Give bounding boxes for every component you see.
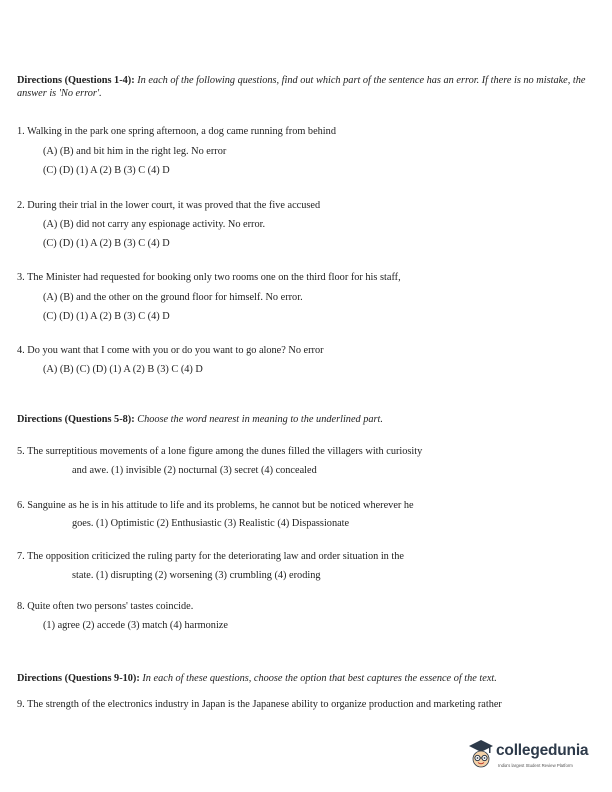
question-8-line-1: 8. Quite often two persons' tastes coincide. <box>17 601 194 612</box>
question-3-line-3: (C) (D) (1) A (2) B (3) C (4) D <box>43 311 170 322</box>
question-9-line-1: 9. The strength of the electronics industry in Japan is the Japanese ability to organize production and marketing rather <box>17 699 502 710</box>
question-7-line-1: 7. The opposition criticized the ruling party for the deteriorating law and order situation in the <box>17 551 404 562</box>
logo-wordmark: collegedunia <box>496 742 589 759</box>
directions-text: In each of these questions, choose the option that best captures the essence of the text. <box>142 673 497 684</box>
directions-5-8 <box>17 413 383 426</box>
directions-9-10 <box>17 672 497 685</box>
directions-label: Directions (Questions 9-10): <box>17 673 140 684</box>
question-5-line-1: 5. The surreptitious movements of a lone figure among the dunes filled the villagers with curiosity <box>17 446 423 457</box>
question-2-line-2: (A) (B) did not carry any espionage activity. No error. <box>43 219 266 230</box>
directions-label: Directions (Questions 5-8): <box>17 414 135 425</box>
logo-tagline: India's largest Student Review Platform <box>498 763 573 768</box>
question-6-line-1: 6. Sanguine as he is in his attitude to life and its problems, he cannot but be noticed wherever he <box>17 500 414 511</box>
question-5-line-2: and awe. (1) invisible (2) nocturnal (3) secret (4) concealed <box>72 465 317 476</box>
question-1-line-3: (C) (D) (1) A (2) B (3) C (4) D <box>43 165 170 176</box>
directions-text: In each of the following questions, find out which part of the sentence has an error. If there is no mistake, the answer is 'No error'. <box>17 75 586 99</box>
question-4-line-1: 4. Do you want that I come with you or do you want to go alone? No error <box>17 345 324 356</box>
question-6-line-2: goes. (1) Optimistic (2) Enthusiastic (3) Realistic (4) Dispassionate <box>72 518 350 529</box>
question-7-line-2: state. (1) disrupting (2) worsening (3) crumbling (4) eroding <box>72 570 321 581</box>
question-3-line-1: 3. The Minister had requested for booking only two rooms one on the third floor for his staff, <box>17 272 401 283</box>
question-2-line-3: (C) (D) (1) A (2) B (3) C (4) D <box>43 238 170 249</box>
directions-text: Choose the word nearest in meaning to the underlined part. <box>137 414 383 425</box>
collegedunia-logo <box>466 737 596 777</box>
question-1-line-2: (A) (B) and bit him in the right leg. No error <box>43 146 227 157</box>
directions-1-4 <box>17 74 597 100</box>
question-2-line-1: 2. During their trial in the lower court, it was proved that the five accused <box>17 200 321 211</box>
question-3-line-2: (A) (B) and the other on the ground floor for himself. No error. <box>43 292 303 303</box>
question-4-line-2: (A) (B) (C) (D) (1) A (2) B (3) C (4) D <box>43 364 203 375</box>
question-8-line-2: (1) agree (2) accede (3) match (4) harmonize <box>43 620 228 631</box>
question-1-line-1: 1. Walking in the park one spring afternoon, a dog came running from behind <box>17 126 336 137</box>
student-mascot-icon <box>466 737 496 773</box>
directions-label: Directions (Questions 1-4): <box>17 75 135 86</box>
